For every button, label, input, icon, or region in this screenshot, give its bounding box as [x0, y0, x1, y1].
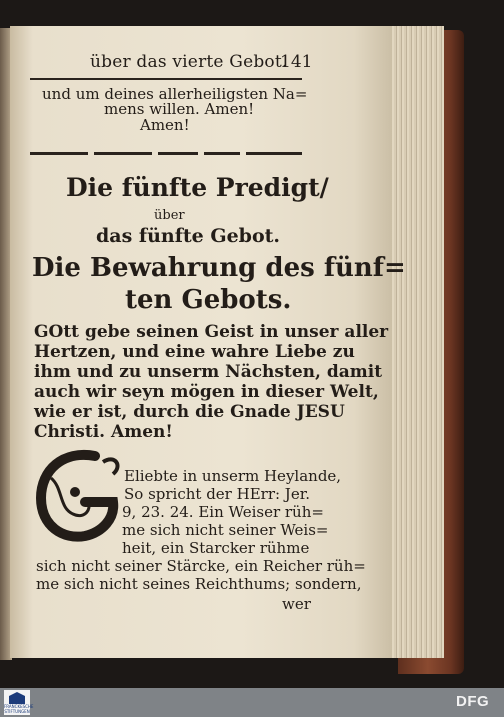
- page-edges: [384, 26, 444, 658]
- body-line: sich nicht seiner Stärcke, ein Reicher rüh=: [36, 557, 366, 575]
- body-line: 9, 23. 24. Ein Weiser rüh=: [122, 503, 324, 521]
- prayer-line: Hertzen, und eine wahre Liebe zu: [34, 342, 355, 362]
- prayer-line: ihm und zu unserm Nächsten, damit: [34, 362, 383, 382]
- body-line: me sich nicht seiner Weis=: [122, 521, 329, 539]
- body-line: So spricht der HErr: Jer.: [124, 485, 310, 503]
- text-line: Amen!: [140, 116, 190, 134]
- prayer-line: Christi. Amen!: [34, 422, 173, 442]
- viewer-footer-bar: [0, 688, 504, 717]
- section-divider: [158, 152, 198, 155]
- prayer-line: wie er ist, durch die Gnade JESU: [34, 402, 345, 422]
- decorated-initial: [33, 448, 123, 544]
- body-line: heit, ein Starcker rühme: [122, 539, 310, 557]
- title-connector: über: [154, 208, 185, 223]
- sermon-subtitle: das fünfte Gebot.: [96, 225, 281, 247]
- text-line: und um deines allerheiligsten Na=: [42, 85, 308, 103]
- section-heading: Die Bewahrung des fünf=: [32, 253, 406, 283]
- text-line: mens willen. Amen!: [104, 100, 255, 118]
- section-divider: [30, 152, 88, 155]
- header-rule: [30, 78, 302, 80]
- page-number: 141: [280, 52, 313, 72]
- section-divider: [94, 152, 152, 155]
- prayer-line: auch wir seyn mögen in dieser Welt,: [34, 382, 379, 402]
- dfg-logo: DFG: [456, 693, 490, 710]
- catchword: wer: [282, 595, 311, 613]
- institution-logo: [4, 690, 34, 715]
- body-line: me sich nicht seines Reichthums; sondern,: [36, 575, 362, 593]
- prayer-line: GOtt gebe seinen Geist in unser aller: [34, 322, 389, 342]
- body-line: Eliebte in unserm Heylande,: [124, 467, 342, 485]
- section-divider: [246, 152, 302, 155]
- institution-logo-text: FRANCKESCHE STIFTUNGEN: [4, 704, 34, 714]
- building-icon: [4, 691, 30, 705]
- section-heading: ten Gebots.: [125, 285, 292, 315]
- section-divider: [204, 152, 240, 155]
- running-head: über das vierte Gebot.: [90, 52, 288, 72]
- sermon-title: Die fünfte Predigt/: [66, 173, 329, 202]
